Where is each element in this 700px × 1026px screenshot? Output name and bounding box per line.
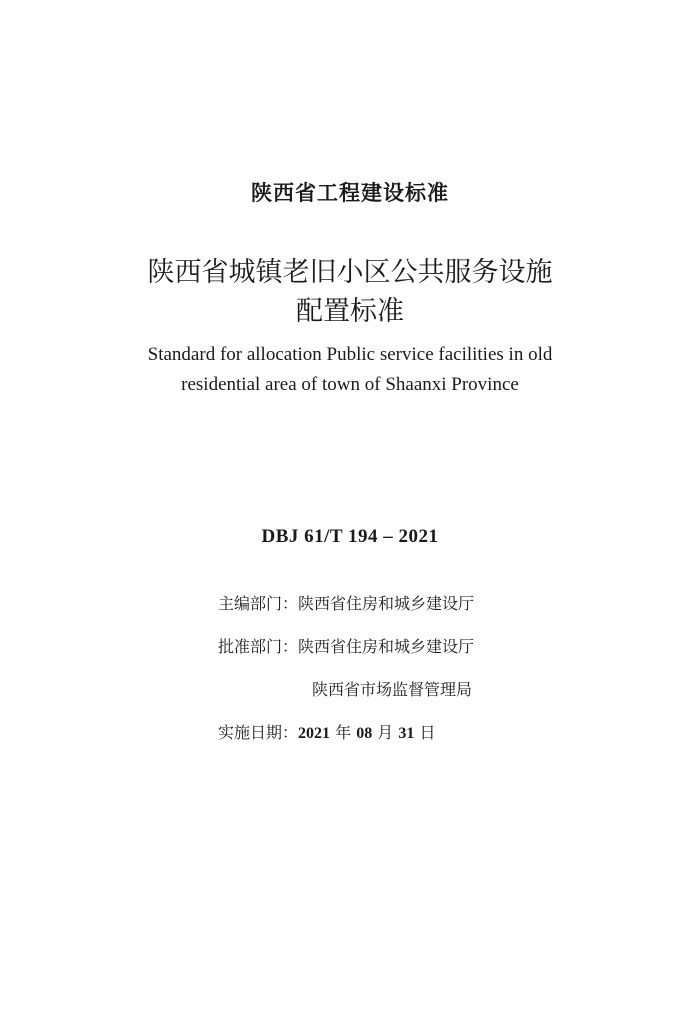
effective-date-month-unit: 月 <box>372 723 399 742</box>
effective-date-label: 实施日期： <box>218 723 299 742</box>
approver-department-row-2 <box>312 677 472 700</box>
approver-department-row <box>218 634 474 657</box>
title-english-line-1: Standard for allocation Public service facilities in old <box>147 344 553 365</box>
effective-date-year: 2021 <box>298 725 331 742</box>
approver-department-value-2: 陕西省市场监督管理局 <box>312 680 473 699</box>
title-english-line-2: residential area of town of Shaanxi Province <box>181 374 519 395</box>
effective-date-day: 31 <box>398 725 415 742</box>
editor-department-value: 陕西省住房和城乡建设厅 <box>298 594 475 613</box>
effective-date-row <box>218 720 435 743</box>
editor-department-row <box>218 591 474 614</box>
effective-date-month: 08 <box>356 725 373 742</box>
title-chinese-line-2: 配置标准 <box>296 296 404 327</box>
title-chinese-line-1: 陕西省城镇老旧小区公共服务设施 <box>147 257 553 288</box>
effective-date-day-unit: 日 <box>414 723 436 742</box>
editor-department-label: 主编部门： <box>218 594 299 613</box>
approver-department-label: 批准部门： <box>218 637 299 656</box>
standard-series-heading: 陕西省工程建设标准 <box>251 181 449 205</box>
effective-date-year-unit: 年 <box>330 723 357 742</box>
approver-department-value-1: 陕西省住房和城乡建设厅 <box>298 637 475 656</box>
standard-code: DBJ 61/T 194 – 2021 <box>261 526 439 547</box>
